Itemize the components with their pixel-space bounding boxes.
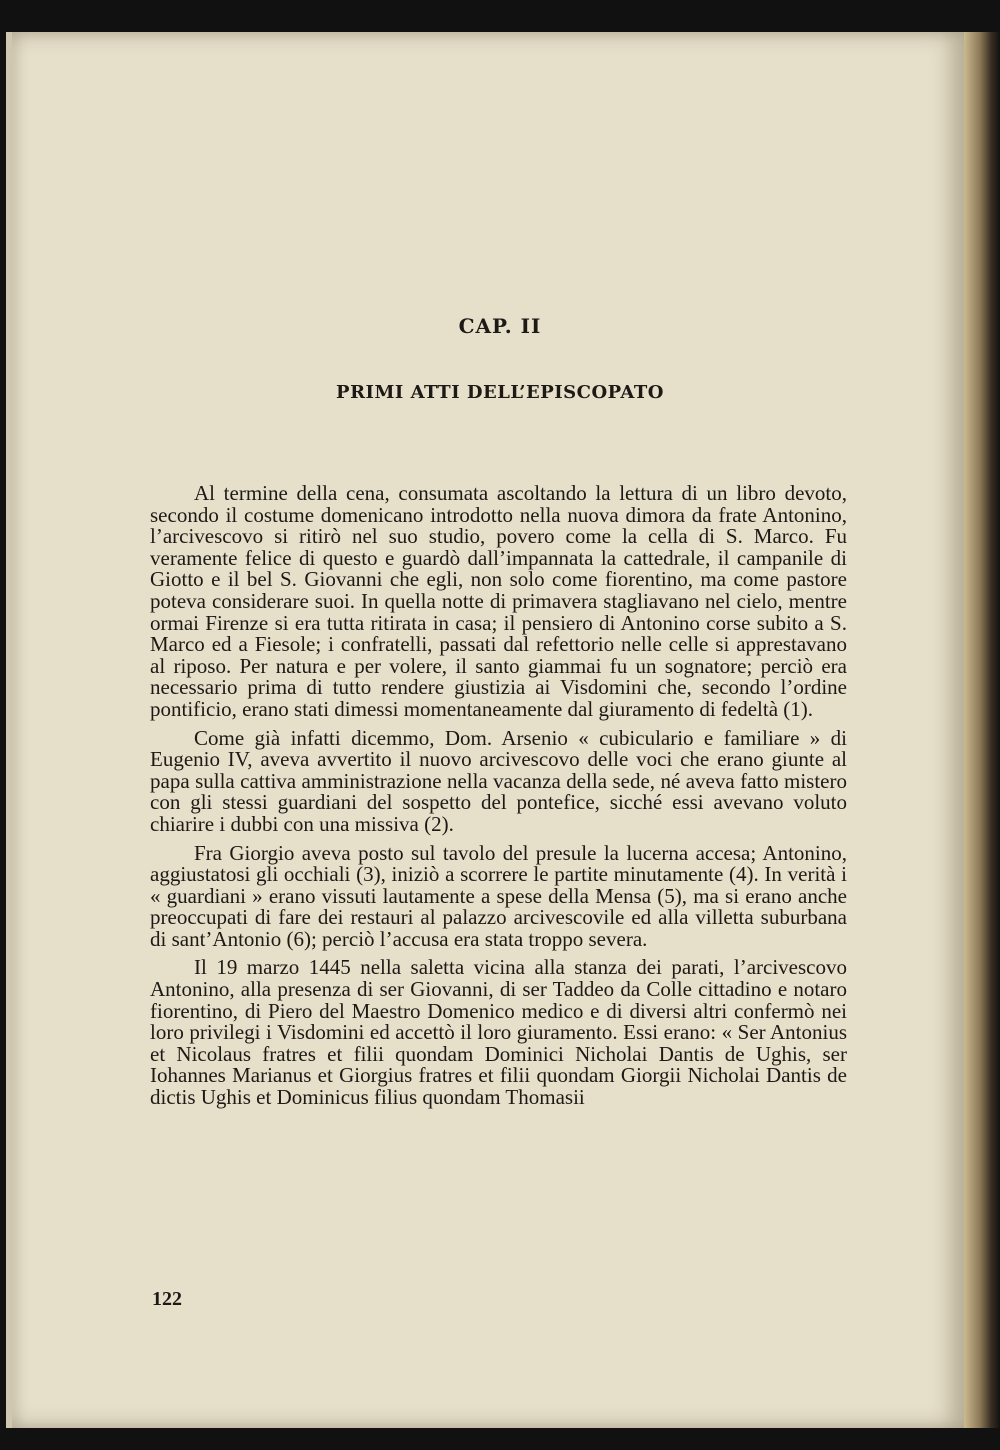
paragraph: Il 19 marzo 1445 nella saletta vicina alla stanza dei parati, l’arcivescovo Antonino, alla presenza di ser Giovanni, di ser Taddeo da Colle cittadino e notaro fiorentino, di Piero del Maestro Domenico medico e di diversi altri confermò nei loro privilegi i Visdomini ed accettò il loro giuramento. Essi erano: « Ser Antonius et Nicolaus fratres et filii quondam Dominici Nicholai Dantis de Ughis, ser Iohannes Marianus et Giorgius fratres et filii quondam Giorgii Nicholai Dantis de dictis Ughis et Dominicus filius quondam Thomasii (150, 955, 847, 1110)
paragraph: Come già infatti dicemmo, Dom. Arsenio « cubiculario e familiare » di Eugenio IV, aveva avvertito il nuovo arcivescovo delle voci che erano giunte al papa sulla cattiva amministrazione nella vacanza della sede, né aveva fatto mistero con gli stessi guardiani del sospetto del pontefice, sicché essi avevano voluto chiarire i dubbi con una missiva (2). (150, 725, 847, 836)
paragraph: Fra Giorgio aveva posto sul tavolo del presule la lucerna accesa; Antonino, aggiustatosi gli occhiali (3), iniziò a scorrere le partite minutamente (4). In verità i « guardiani » erano vissuti lautamente a spese della Mensa (5), ma si erano anche preoccupati di fare dei restauri al palazzo arcivescovile ed alla villetta suburbana di sant’Antonio (6); perciò l’accusa era stata troppo severa. (150, 840, 847, 951)
book-binding-edge (964, 32, 1000, 1428)
chapter-number: CAP. II (458, 314, 542, 338)
chapter-title: PRIMI ATTI DELL’EPISCOPATO (336, 382, 664, 403)
paragraph: Al termine della cena, consumata ascoltando la lettura di un libro devoto, secondo il costume domenicano introdotto nella nuova dimora da frate Antonino, l’arcivescovo si ritirò nel suo studio, povero come la cella di S. Marco. Fu veramente felice di questo e guardò dall’impannata la cattedrale, il campanile di Giotto e il bel S. Giovanni che egli, non solo come fiorentino, ma come pastore poteva considerare suoi. In quella notte di primavera stagliavano nel cielo, mentre ormai Firenze si era tutta ritirata in casa; il pensiero di Antonino corse subito a S. Marco ed a Fiesole; i confratelli, passati dal refettorio nelle celle si apprestavano al riposo. Per natura e per volere, il santo giammai fu un sognatore; perciò era necessario prima di tutto rendere giustizia ai Visdomini che, secondo l’ordine pontificio, erano stati dimessi momentaneamente dal giuramento di fedeltà (1). (150, 481, 847, 721)
page-number: 122 (152, 1288, 182, 1310)
body-text (150, 483, 847, 1116)
